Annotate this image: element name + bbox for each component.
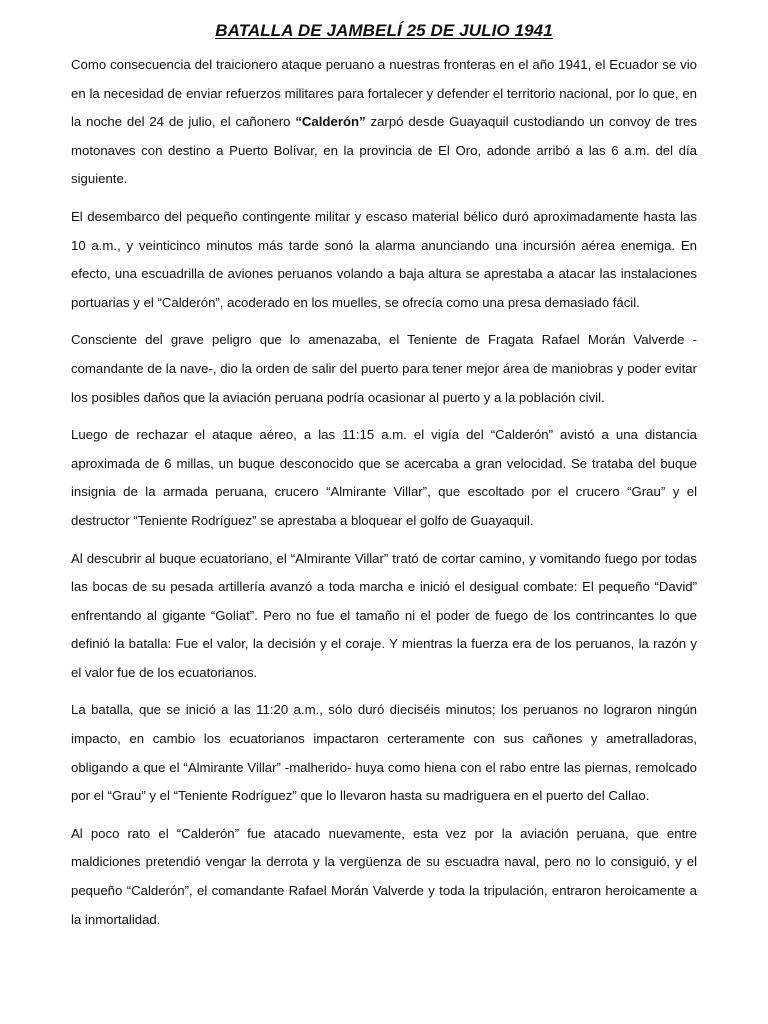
paragraph-2: El desembarco del pequeño contingente militar y escaso material bélico duró aproximadamente hasta las 10 a.m., y veinticinco minutos más tarde sonó la alarma anunciando una incursión aérea enemiga. En efecto, una escuadrilla de aviones peruanos volando a baja altura se aprestaba a atacar las instalaciones portuarias y el “Calderón”, acoderado en los muelles, se ofrecía como una presa demasiado fácil. (71, 208, 697, 310)
paragraph-1 (71, 51, 697, 194)
paragraph-5: Al descubrir al buque ecuatoriano, el “Almirante Villar” trató de cortar camino, y vomitando fuego por todas las bocas de su pesada artillería avanzó a toda marcha e inició el desigual combate: El pequeño “David” enfrentando al gigante “Goliat”. Pero no fue el tamaño ni el poder de fuego de los contrincantes lo que definió la batalla: Fue el valor, la decisión y el coraje. Y mientras la fuerza era de los peruanos, la razón y el valor fue de los ecuatorianos. (71, 550, 697, 680)
document-title: BATALLA DE JAMBELÍ 25 DE JULIO 1941 (215, 21, 553, 40)
paragraph-1-text-before: Como consecuencia del traicionero ataque peruano a nuestras fronteras en el año 1941, el Ecuador se vio en la necesidad de enviar refuerzos militares para fortalecer y defender el territorio nacional, por lo que, en la noche del 24 de julio, el cañonero (71, 57, 697, 130)
paragraph-6: La batalla, que se inició a las 11:20 a.m., sólo duró dieciséis minutos; los peruanos no lograron ningún impacto, en cambio los ecuatorianos impactaron certeramente con sus cañones y ametralladoras, obligando a que el “Almirante Villar” -malherido- huya como hiena con el rabo entre las piernas, remolcado por el “Grau” y el “Teniente Rodríguez” que lo llevaron hasta su madriguera en el puerto del Callao. (71, 702, 697, 804)
ship-name-bold: “Calderón” (295, 114, 366, 130)
paragraph-7: Al poco rato el “Calderón” fue atacado nuevamente, esta vez por la aviación peruana, que entre maldiciones pretendió vengar la derrota y la vergüenza de su escuadra naval, pero no lo consiguió, y el pequeño “Calderón”, el comandante Rafael Morán Valverde y toda la tripulación, entraron heroicamente a la inmortalidad. (71, 825, 697, 927)
paragraph-4: Luego de rechazar el ataque aéreo, a las 11:15 a.m. el vigía del “Calderón” avistó a una distancia aproximada de 6 millas, un buque desconocido que se acercaba a gran velocidad. Se trataba del buque insignia de la armada peruana, crucero “Almirante Villar”, que escoltado por el crucero “Grau” y el destructor “Teniente Rodríguez” se aprestaba a bloquear el golfo de Guayaquil. (71, 427, 697, 528)
paragraph-1-text-after: zarpó desde Guayaquil custodiando un convoy de tres motonaves con destino a Puerto Bolívar, en la provincia de El Oro, adonde arribó a las 6 a.m. del día siguiente. (71, 114, 697, 187)
paragraph-3: Consciente del grave peligro que lo amenazaba, el Teniente de Fragata Rafael Morán Valverde -comandante de la nave-, dio la orden de salir del puerto para tener mejor área de maniobras y poder evitar los posibles daños que la aviación peruana podría ocasionar al puerto y a la población civil. (71, 332, 697, 405)
